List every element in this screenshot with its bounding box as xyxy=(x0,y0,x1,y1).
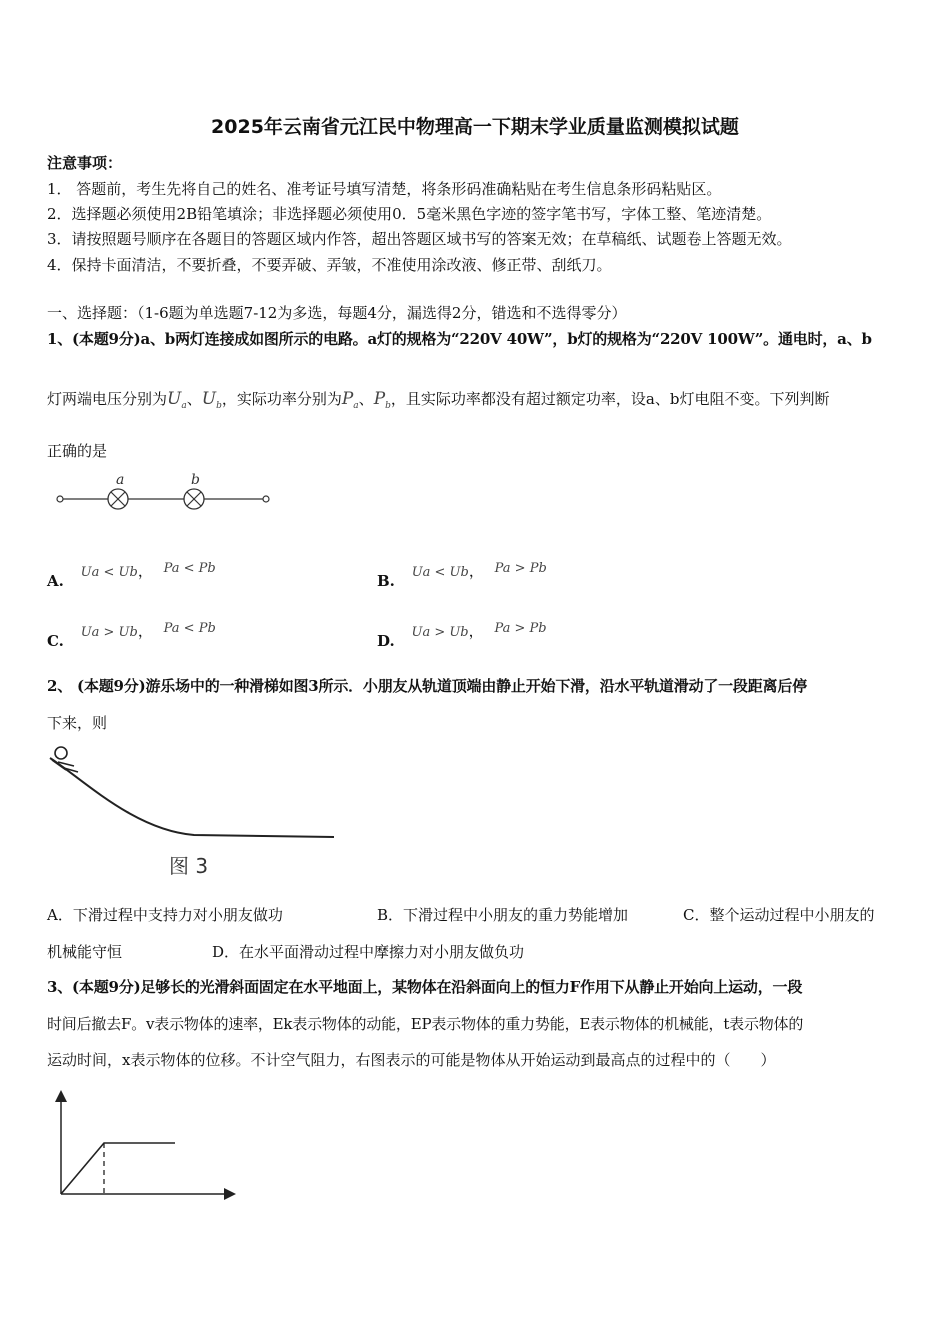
q2-stem-line1: 2、 (本题9分)游乐场中的一种滑梯如图3所示．小朋友从轨道顶端由静止开始下滑，沿水平轨道滑动了一段距离后停 xyxy=(47,677,807,695)
q2-stem-line2: 下来，则 xyxy=(47,714,108,732)
notice-heading: 注意事项： xyxy=(47,154,123,172)
lamp-b-icon xyxy=(184,489,204,509)
q2-option-a[interactable]: A．下滑过程中支持力对小朋友做功 xyxy=(47,906,283,924)
page-title: 2025年云南省元江民中物理高一下期末学业质量监测模拟试题 xyxy=(211,116,739,138)
q2-option-c[interactable]: C．整个运动过程中小朋友的 xyxy=(683,906,875,924)
q1-stem-line2: 灯两端电压分别为$U_a$、$U_b$，实际功率分别为$P_a$、$P_b$，且实际功率都没有超过额定功率，设a、b灯电阻不变。下列判断 xyxy=(47,389,830,411)
figure-caption: 图 3 xyxy=(169,854,209,878)
q2-option-d[interactable]: D．在水平面滑动过程中摩擦力对小朋友做负功 xyxy=(212,943,525,961)
lamp-a-label: a xyxy=(116,472,125,488)
section-heading: 一、选择题：（1-6题为单选题7-12为多选，每题4分，漏选得2分，错选和不选得零分） xyxy=(47,304,627,322)
q3-stem-line1: 3、(本题9分)足够长的光滑斜面固定在水平地面上，某物体在沿斜面向上的恒力F作用下从静止开始向上运动，一段 xyxy=(47,978,803,996)
q1-option-c[interactable]: C. Ua > Ub， Pa < Pb xyxy=(47,621,216,650)
notice-item: 3．请按照题号顺序在各题目的答题区域内作答，超出答题区域书写的答案无效；在草稿纸、试题卷上答题无效。 xyxy=(47,230,792,248)
notice-item: 1． 答题前，考生先将自己的姓名、准考证号填写清楚，将条形码准确粘贴在考生信息条形码粘贴区。 xyxy=(47,180,722,198)
q1-option-b[interactable]: B. Ua < Ub， Pa > Pb xyxy=(377,561,547,590)
notice-item: 2．选择题必须使用2B铅笔填涂；非选择题必须使用0．5毫米黑色字迹的签字笔书写，字体工整、笔迹清楚。 xyxy=(47,205,772,223)
notice-item: 4．保持卡面清洁，不要折叠，不要弄破、弄皱，不准使用涂改液、修正带、刮纸刀。 xyxy=(47,256,612,274)
q3-stem-line2: 时间后撤去F。v表示物体的速率，Ek表示物体的动能，EP表示物体的重力势能，E表示物体的机械能，t表示物体的 xyxy=(47,1015,804,1033)
q3-stem-line3: 运动时间，x表示物体的位移。不计空气阻力，右图表示的可能是物体从开始运动到最高点的过程中的（ ） xyxy=(47,1051,776,1069)
q1-option-a[interactable]: A. Ua < Ub， Pa < Pb xyxy=(47,561,216,590)
q1-stem-line1: 1、(本题9分)a、b两灯连接成如图所示的电路。a灯的规格为“220V 40W”，b灯的规格为“220V 100W”。通电时，a、b xyxy=(47,330,872,348)
graph-figure xyxy=(50,1090,240,1210)
lamp-a-icon xyxy=(108,489,128,509)
q2-option-b[interactable]: B．下滑过程中小朋友的重力势能增加 xyxy=(377,906,629,924)
slide-figure xyxy=(44,740,344,880)
lamp-b-label: b xyxy=(191,472,200,488)
q1-stem-line3: 正确的是 xyxy=(47,442,108,460)
circuit-diagram xyxy=(50,468,280,512)
q2-option-c-cont: 机械能守恒 xyxy=(47,943,123,961)
q1-option-d[interactable]: D. Ua > Ub， Pa > Pb xyxy=(377,621,547,650)
graph-line xyxy=(61,1143,175,1194)
